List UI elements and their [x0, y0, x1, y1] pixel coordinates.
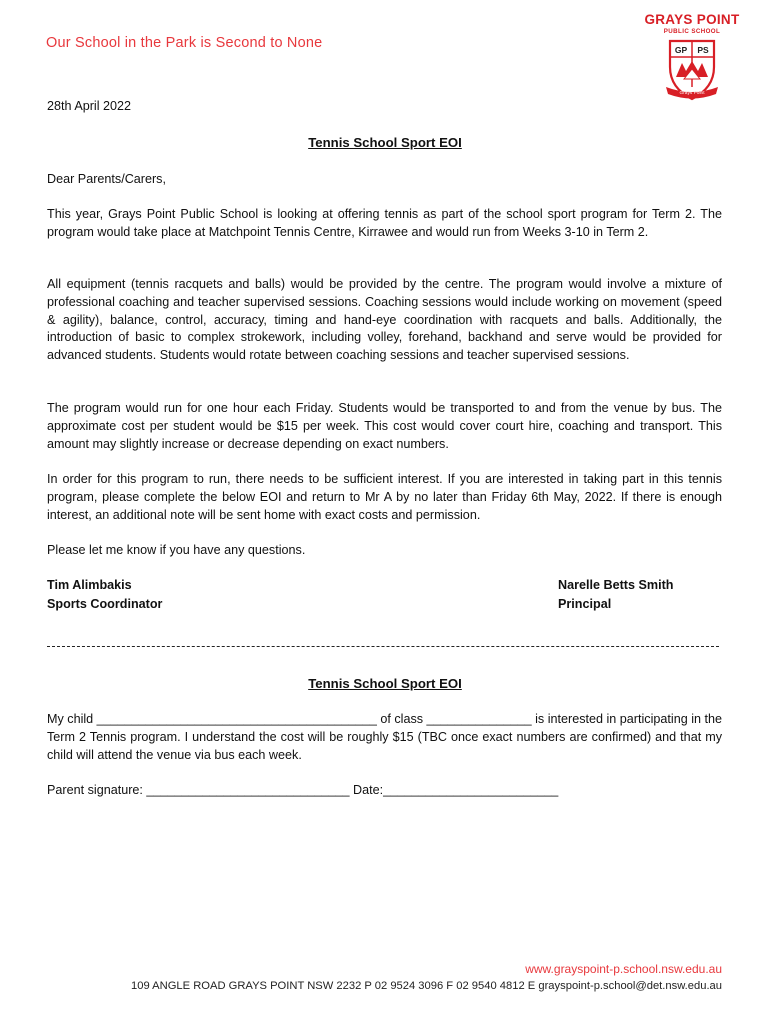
signatory-name: Tim Alimbakis [47, 578, 132, 592]
tear-off-divider [47, 646, 719, 647]
school-crest-icon [662, 37, 722, 101]
school-motto: Our School in the Park is Second to None [46, 35, 323, 51]
paragraph-schedule: The program would run for one hour each Friday. Students would be transported to and from the venue by bus. The approximate cost per student would be $15 per week. This cost would cover court hire, coaching and transport. This amount may slightly increase or decrease depending on exact numbers. [47, 401, 722, 451]
signatory-role: Sports Coordinator [47, 596, 163, 611]
eoi-statement[interactable]: My child ________________________________________ of class _______________ is interested in participating in the Term 2 Tennis program. I understand the cost will be roughly $15 (TBC once exact numbers are confirmed) and that my child will attend the venue via bus each week. [47, 712, 723, 762]
eoi-title: Tennis School Sport EOI [308, 676, 462, 691]
paragraph-questions: Please let me know if you have any questions. [47, 543, 306, 557]
signatory-principal [558, 576, 673, 613]
letter-title: Tennis School Sport EOI [308, 135, 462, 150]
letter-date: 28th April 2022 [47, 99, 132, 113]
letter-greeting: Dear Parents/Carers, [47, 172, 166, 186]
logo-school-name: GRAYS POINT [644, 12, 740, 27]
svg-text:GP: GP [674, 45, 688, 55]
school-logo [640, 12, 744, 102]
signatory-name: Narelle Betts Smith [558, 578, 674, 592]
paragraph-equipment: All equipment (tennis racquets and balls) would be provided by the centre. The program would involve a mixture of professional coaching and teacher supervised sessions. Coaching sessions would include working on movement (speed & agility), balance, control, accuracy, timing and hand-eye coordination with racquets and balls. Additionally, the introduction of basic to complex strokework, including volley, forehand, backhand and serve would be provided for advanced students. Students would rotate between coaching sessions and teacher supervised sessions. [47, 277, 722, 363]
paragraph-intro: This year, Grays Point Public School is looking at offering tennis as part of the school sport program for Term 2. The program would take place at Matchpoint Tennis Centre, Kirrawee and would run from Weeks 3-10 in Term 2. [47, 207, 722, 239]
paragraph-interest: In order for this program to run, there needs to be sufficient interest. If you are interested in taking part in this tennis program, please complete the below EOI and return to Mr A by no later than Friday 6th May, 2022. If there is enough interest, an additional note will be sent home with exact costs and permission. [47, 472, 722, 522]
svg-text:Grays Point: Grays Point [679, 91, 705, 96]
school-website-link[interactable]: www.grayspoint-p.school.nsw.edu.au [525, 962, 722, 976]
logo-school-subtitle: PUBLIC SCHOOL [663, 28, 721, 35]
school-contact-address: 109 ANGLE ROAD GRAYS POINT NSW 2232 P 02 9524 3096 F 02 9540 4812 E grayspoint-p.school@det.nsw.edu.au [131, 980, 722, 992]
parent-signature-line[interactable]: Parent signature: _____________________________ Date:_________________________ [47, 783, 559, 797]
svg-text:PS: PS [697, 45, 709, 55]
signatory-coordinator [47, 576, 162, 613]
signatory-role: Principal [558, 596, 612, 611]
